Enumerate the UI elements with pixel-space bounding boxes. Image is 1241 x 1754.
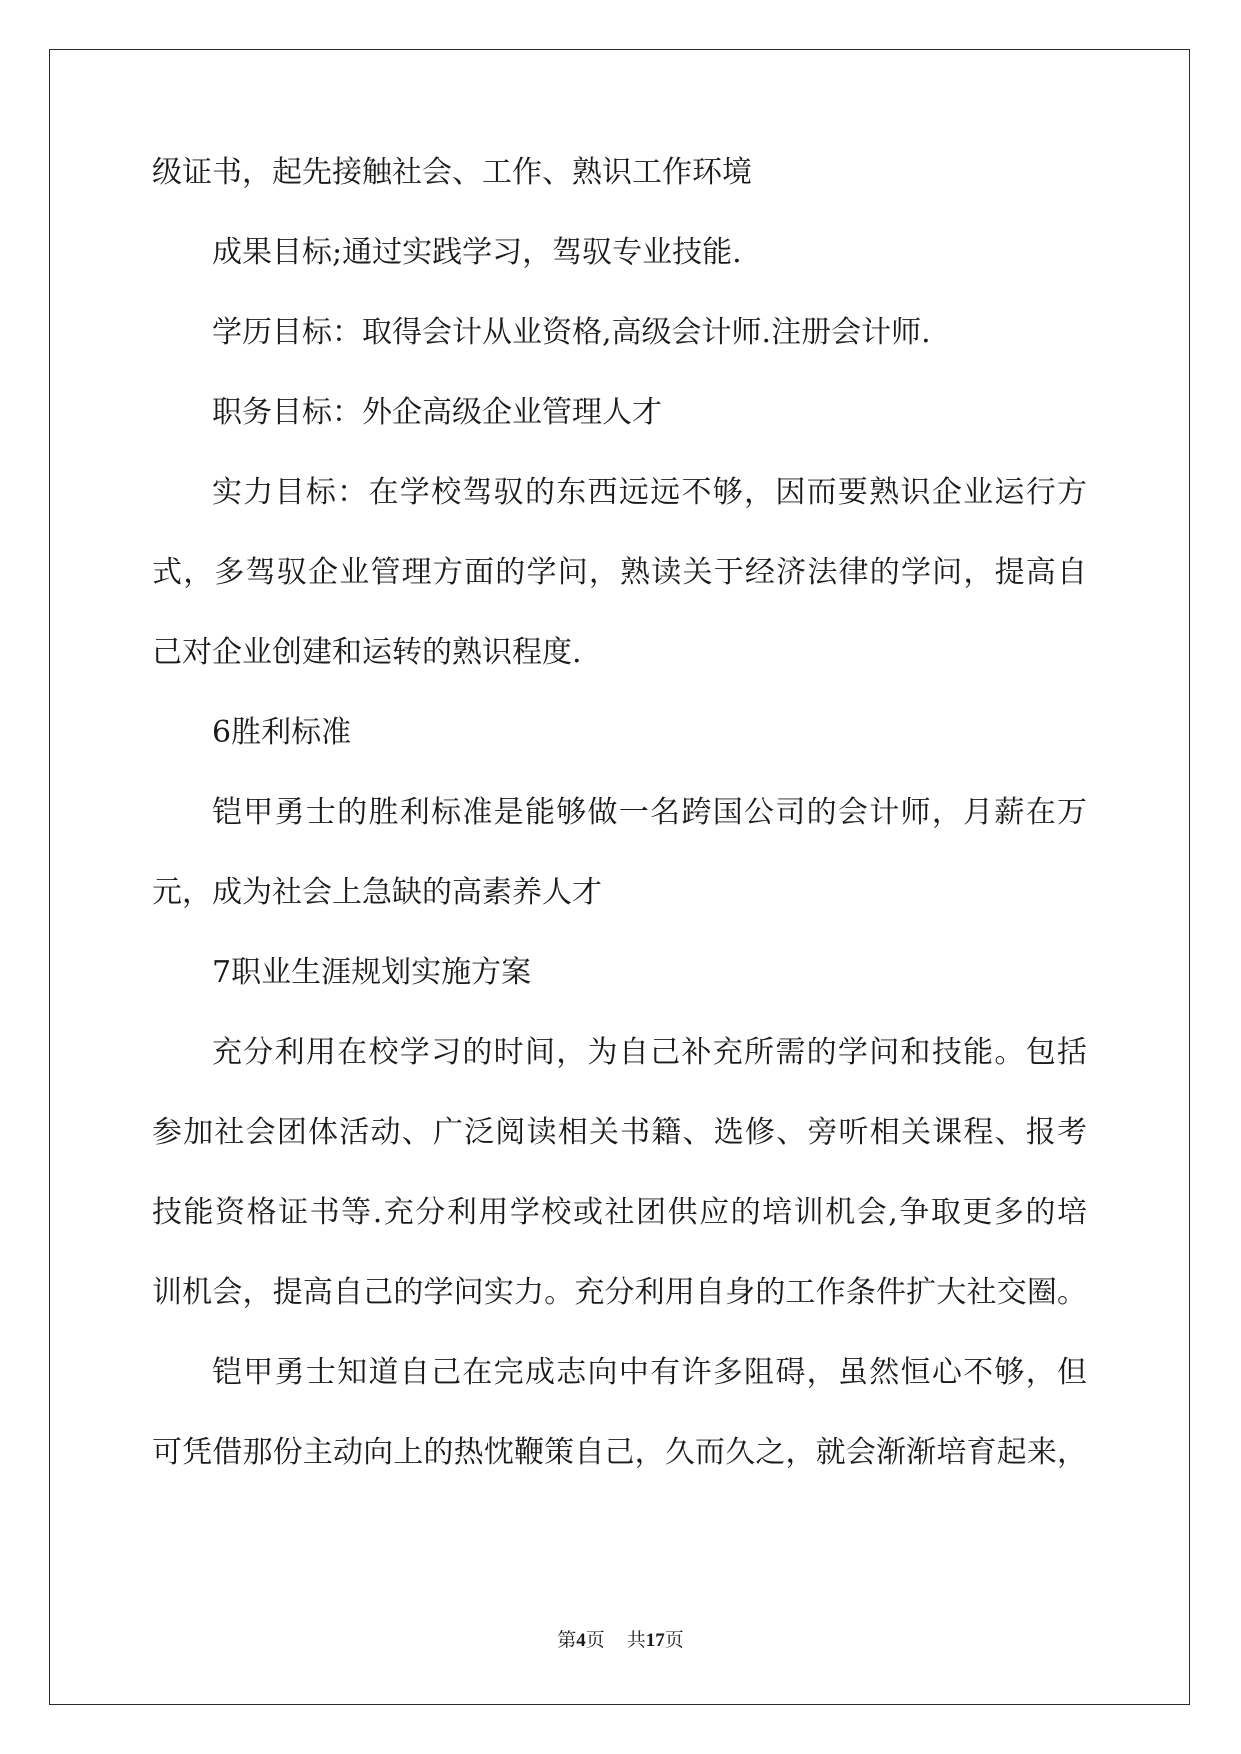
paragraph-line: 元，成为社会上急缺的高素养人才 (152, 875, 602, 910)
page-footer (0, 1625, 1241, 1652)
paragraph-line: 级证书，起先接触社会、工作、熟识工作环境 (152, 155, 752, 190)
total-suffix: 页 (664, 1630, 684, 1651)
paragraph-line: 实力目标：在学校驾驭的东西远远不够，因而要熟识企业运行方 (212, 475, 1087, 510)
total-prefix: 共 (626, 1630, 646, 1651)
section-heading: 7职业生涯规划实施方案 (212, 955, 532, 990)
paragraph-line: 技能资格证书等.充分利用学校或社团供应的培训机会,争取更多的培 (152, 1195, 1087, 1230)
paragraph-line: 参加社会团体活动、广泛阅读相关书籍、选修、旁听相关课程、报考 (152, 1115, 1087, 1150)
paragraph-line: 训机会，提高自己的学问实力。充分利用自身的工作条件扩大社交圈。 (152, 1275, 1087, 1310)
page-prefix: 第 (557, 1630, 577, 1651)
section-heading: 6胜利标准 (212, 715, 352, 750)
paragraph-line: 铠甲勇士的胜利标准是能够做一名跨国公司的会计师，月薪在万 (212, 795, 1087, 830)
total-pages: 17 (645, 1630, 665, 1651)
paragraph-line: 充分利用在校学习的时间，为自己补充所需的学问和技能。包括 (212, 1035, 1087, 1070)
page-number: 4 (576, 1630, 586, 1651)
page-suffix: 页 (585, 1630, 605, 1651)
paragraph-line: 铠甲勇士知道自己在完成志向中有许多阻碍，虽然恒心不够，但 (212, 1355, 1087, 1390)
paragraph-line: 职务目标：外企高级企业管理人才 (212, 395, 662, 430)
paragraph-line: 式，多驾驭企业管理方面的学问，熟读关于经济法律的学问，提高自 (152, 555, 1087, 590)
paragraph-line: 成果目标;通过实践学习，驾驭专业技能. (212, 235, 742, 270)
paragraph-line: 学历目标：取得会计从业资格,高级会计师.注册会计师. (212, 315, 931, 350)
paragraph-line: 可凭借那份主动向上的热忱鞭策自己，久而久之，就会渐渐培育起来， (152, 1435, 1087, 1470)
paragraph-line: 己对企业创建和运转的熟识程度. (152, 635, 582, 670)
